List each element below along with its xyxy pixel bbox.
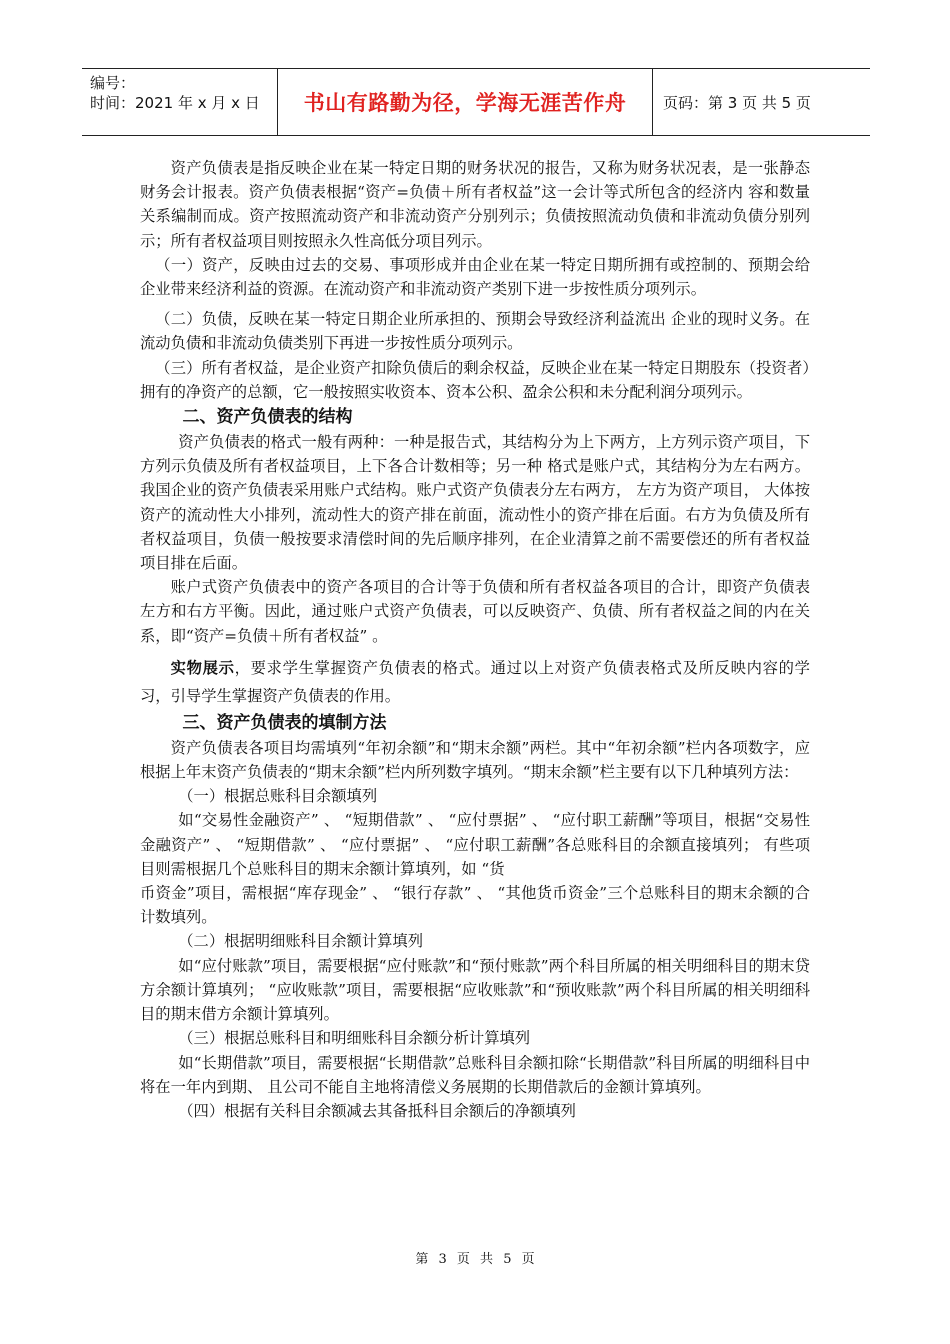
serial-label: 编号： — [90, 74, 136, 92]
subheading-method-2: （二）根据明细账科目余额计算填列 — [178, 932, 424, 951]
paragraph-balance: 账户式资产负债表中的资产各项目的合计等于负债和所有者权益各项目的合计，即资产负债表左方和右方平衡。因此，通过账户式资产负债表，可以反映资产、负债、所有者权益之间的内在关系，即“资产=负债＋所有者权益” 。 — [140, 578, 810, 645]
date-label: 时间：2021 年 x 月 x 日 — [90, 94, 260, 112]
paragraph-assets: （一）资产，反映由过去的交易、事项形成并由企业在某一特定日期所拥有或控制的、预期会给企业带来经济利益的资源。在流动资产和非流动资产类别下进一步按性质分项列示。 — [140, 255, 810, 299]
paragraph-structure: 资产负债表的格式一般有两种：一种是报告式，其结构分为上下两方，上方列示资产项目，下方列示负债及所有者权益项目，上下各合计数相等；另一种 格式是账户式，其结构分为左右两方。我国企业的资产负债表采用账户式结构。账户式资产负债表分左右两方， 左方为资产项目， 大体按资产的流动性大小排列，流动性大的资产排在前面，流动性小的资产排在后面。右方为负债及所有者权益项目，负债一般按要求清偿时间的先后顺序排列，在企业清算之前不需要偿还的所有者权益项目排在后面。 — [140, 433, 810, 573]
header-motto: 书山有路勤为径，学海无涯苦作舟 — [278, 69, 653, 135]
paragraph-method-1a: 如“交易性金融资产” 、 “短期借款” 、 “应付票据” 、 “应付职工薪酬”等项目，根据“交易性金融资产” 、 “短期借款” 、 “应付票据” 、 “应付职工薪酬”各总账科目的余额直接填列； 有些项目则需根据几个总账科目的期末余额计算填列，如 “货 — [140, 811, 810, 878]
paragraph-methods: 资产负债表各项目均需填列“年初余额”和“期末余额”两栏。其中“年初余额”栏内各项数字，应根据上年末资产负债表的“期末余额”栏内所列数字填列。“期末余额”栏主要有以下几种填列方法： — [140, 738, 810, 782]
paragraph-equity: （三）所有者权益，是企业资产扣除负债后的剩余权益，反映企业在某一特定日期股东（投资者）拥有的净资产的总额，它一般按照实收资本、资本公积、盈余公积和未分配利润分项列示。 — [140, 358, 810, 401]
section-heading-structure: 二、资产负债表的结构 — [182, 407, 353, 428]
paragraph-method-2: 如“应付账款”项目，需要根据“应付账款”和“预付账款”两个科目所属的相关明细科目的期末贷方余额计算填列； “应收账款”项目，需要根据“应收账款”和“预收账款”两个科目所属的相关明细科目的期末借方余额计算填列。 — [140, 956, 810, 1024]
paragraph-method-1b: 币资金”项目，需根据“库存现金” 、 “银行存款” 、 “其他货币资金”三个总账科目的期末余额的合计数填列。 — [140, 884, 810, 927]
page-footer: 第 3 页 共 5 页 — [415, 1252, 535, 1267]
demo-label: 实物展示 — [170, 658, 235, 677]
subheading-method-3: （三）根据总账科目和明细账科目余额分析计算填列 — [178, 1029, 531, 1048]
paragraph-liabilities: （二）负债，反映在某一特定日期企业所承担的、预期会导致经济利益流出 企业的现时义务。在流动负债和非流动负债类别下再进一步按性质分项列示。 — [140, 310, 810, 353]
header-page-code: 页码：第 3 页 共 5 页 — [663, 93, 811, 112]
document-body — [140, 156, 810, 1123]
header-info — [82, 69, 278, 135]
page-header — [82, 68, 870, 136]
demo-text: ，要求学生掌握资产负债表的格式。通过以上对资产负债表格式及所反映内容的学习，引导学生掌握资产负债表的作用。 — [140, 658, 810, 705]
subheading-method-1: （一）根据总账科目余额填列 — [178, 787, 378, 806]
paragraph-method-3: 如“长期借款”项目，需要根据“长期借款”总账科目余额扣除“长期借款”科目所属的明细科目中将在一年内到期、 且公司不能自主地将清偿义务展期的长期借款后的金额计算填列。 — [140, 1053, 810, 1096]
paragraph-demo — [140, 654, 810, 710]
paragraph-intro: 资产负债表是指反映企业在某一特定日期的财务状况的报告，又称为财务状况表，是一张静态财务会计报表。资产负债表根据“资产=负债＋所有者权益”这一会计等式所包含的经济内 容和数量关系编制而成。资产按照流动资产和非流动资产分别列示；负债按照流动负债和非流动负债分别列示；所有者权益项目则按照永久性高低分项目列示。 — [140, 159, 810, 250]
subheading-method-4: （四）根据有关科目余额减去其备抵科目余额后的净额填列 — [178, 1101, 576, 1120]
section-heading-methods: 三、资产负债表的填制方法 — [182, 712, 387, 733]
